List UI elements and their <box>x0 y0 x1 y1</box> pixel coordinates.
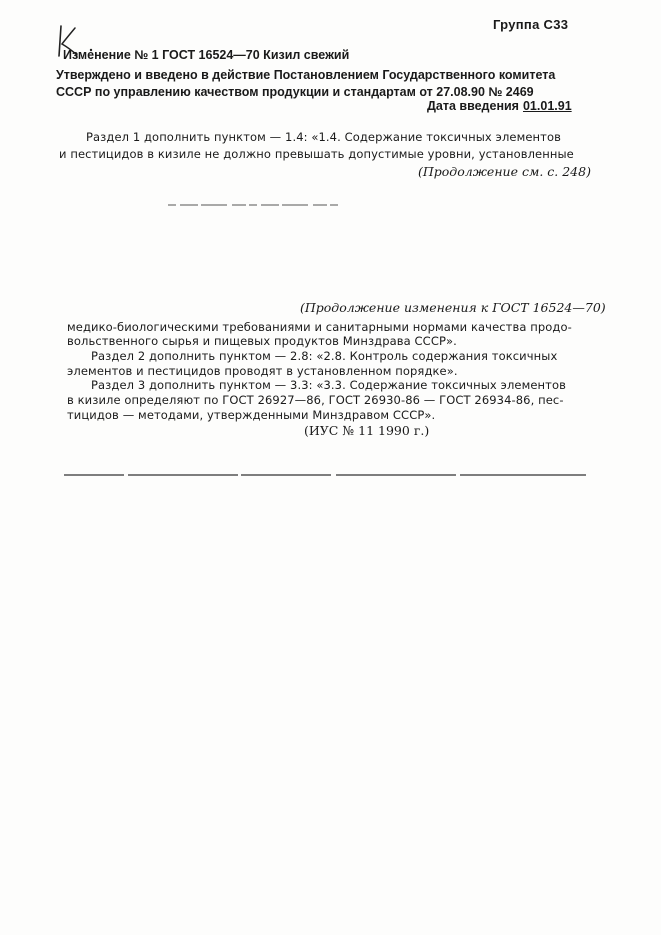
continued-see-note: (Продолжение см. с. 248) <box>418 164 591 179</box>
paragraph-line: в кизиле определяют по ГОСТ 26927—86, ГОСТ 26930-86 — ГОСТ 26934-86, пес- <box>67 393 564 407</box>
bottom-dashed-rule <box>64 474 586 476</box>
introduction-date-label: Дата введения <box>427 99 519 113</box>
approval-line-1: Утверждено и введено в действие Постановлением Государственного комитета <box>56 68 556 82</box>
ius-reference: (ИУС № 11 1990 г.) <box>304 423 430 438</box>
paragraph-line: тицидов — методами, утвержденными Минздравом СССР». <box>67 408 436 422</box>
document-title: Изменение № 1 ГОСТ 16524—70 Кизил свежий <box>63 48 350 62</box>
paragraph-line: элементов и пестицидов проводят в установленном порядке». <box>67 364 458 378</box>
introduction-date <box>427 99 572 113</box>
paragraph-line: Раздел 3 дополнить пунктом — 3.3: «3.3. Содержание токсичных элементов <box>91 378 566 392</box>
separator-dashed-line <box>168 204 338 206</box>
section1-line-1: Раздел 1 дополнить пунктом — 1.4: «1.4. Содержание токсичных элементов <box>86 130 561 144</box>
group-label: Группа С33 <box>493 17 569 32</box>
approval-line-2: СССР по управлению качеством продукции и стандартам от 27.08.90 № 2469 <box>56 85 534 99</box>
continuation-heading: (Продолжение изменения к ГОСТ 16524—70) <box>300 300 606 315</box>
paragraph-line: медико-биологическими требованиями и санитарными нормами качества продо- <box>67 320 572 334</box>
paragraph-line: Раздел 2 дополнить пунктом — 2.8: «2.8. Контроль содержания токсичных <box>91 349 558 363</box>
section1-line-2: и пестицидов в кизиле не должно превышать допустимые уровни, установленные <box>59 147 574 161</box>
introduction-date-value: 01.01.91 <box>522 99 572 113</box>
paragraph-line: вольственного сырья и пищевых продуктов Минздрава СССР». <box>67 334 457 348</box>
